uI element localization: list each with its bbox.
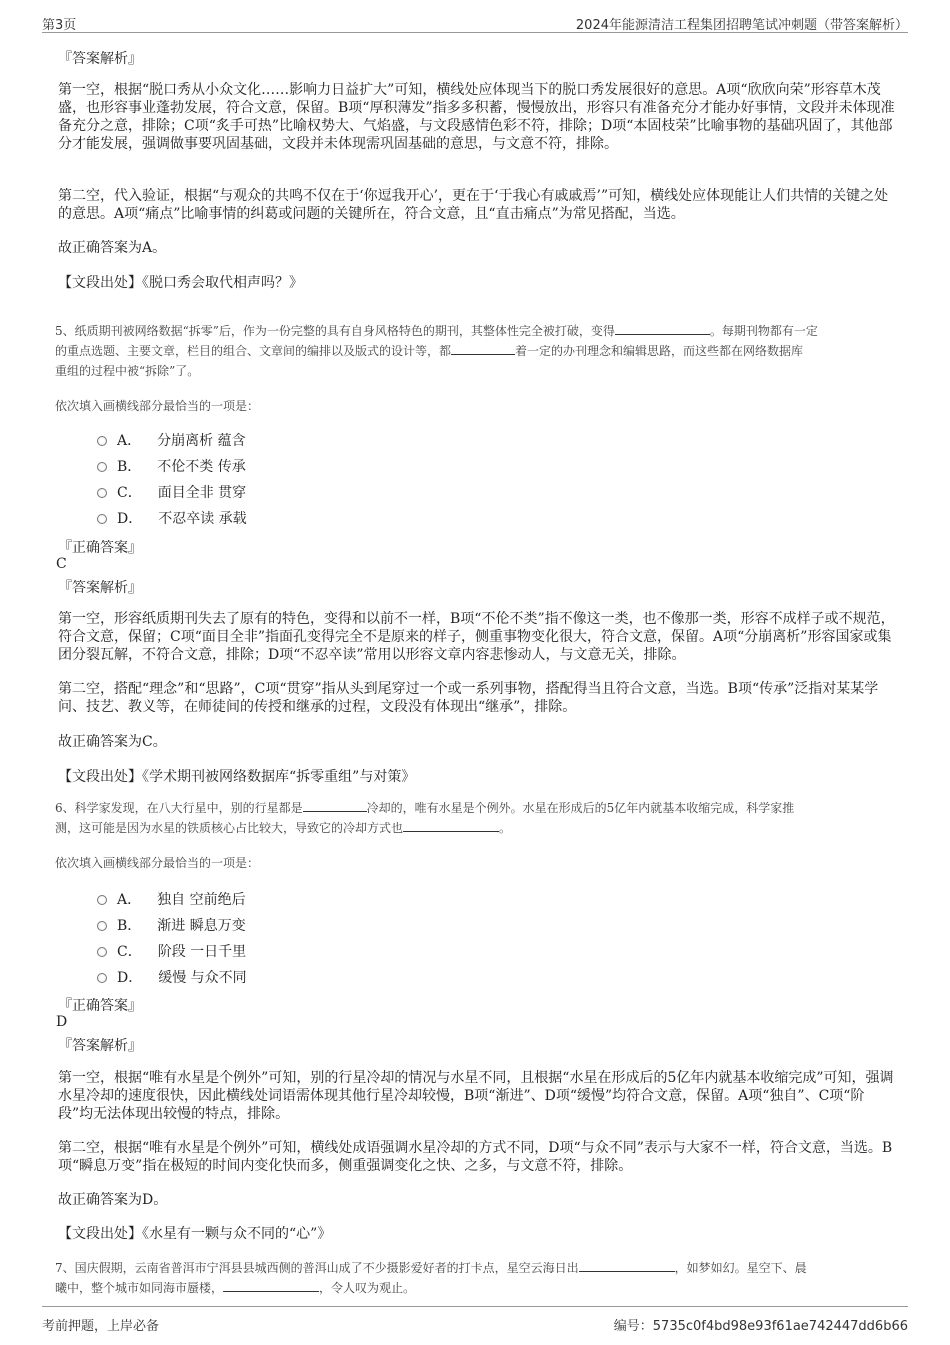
q6-option-a[interactable] [97,889,246,909]
option-letter: D． [117,970,143,986]
radio-icon[interactable] [97,921,107,931]
q5-blank-1 [615,321,710,335]
q7-blank-1 [579,1258,675,1272]
option-text: 独自 空前绝后 [157,892,246,908]
q6-conclusion: 故正确答案为D。 [58,1192,168,1208]
radio-icon[interactable] [97,514,107,524]
q5-conclusion: 故正确答案为C。 [58,734,167,750]
q4-analysis-para2: 第二空，代入验证，根据“与观众的共鸣不仅在于‘你逗我开心’，更在于‘于我心有戚戚焉’”可知，横线处应体现能让人们共情的关键之处的意思。A项“痛点”比喻事情的纠葛或问题的关键所在，符合文意，且“直击痛点”为常见搭配，当选。 [58,188,889,222]
q6-option-c[interactable] [97,941,246,961]
option-text: 渐进 瞬息万变 [157,918,246,934]
q5-analysis-para1: 第一空，形容纸质期刊失去了原有的特色，变得和以前不一样，B项“不伦不类”指不像这一类，也不像那一类，形容不成样子或不规范，符合文意，保留；C项“面目全非”指面孔变得完全不是原来的样子，侧重事物变化很大，符合文意，保留。A项“分崩离析”形容国家或集团分裂瓦解，不符合文意，排除；D项“不忍卒读”常用以形容文章内容悲惨动人，与文意无关，排除。 [58,611,895,663]
q6-text-1: 6、科学家发现，在八大行星中，别的行星都是 [55,801,303,815]
q5-text-2: 。每期刊物都有一定 [709,324,818,338]
document-id: 编号：5735c0f4bd98e93f61ae742447dd6b66 [613,1319,908,1334]
option-text: 不伦不类 传承 [157,459,246,475]
radio-icon[interactable] [97,973,107,983]
q6-analysis-label: 『答案解析』 [58,1038,142,1054]
option-letter: D． [117,511,143,527]
radio-icon[interactable] [97,488,107,498]
page-number: 第3页 [42,18,77,33]
q7-text-1: 7、国庆假期，云南省普洱市宁洱县县城西侧的普洱山成了不少摄影爱好者的打卡点，星空云海日出 [55,1261,579,1275]
option-text: 不忍卒读 承载 [158,511,247,527]
q5-option-d[interactable] [97,508,247,528]
q5-analysis-label: 『答案解析』 [58,580,142,596]
option-letter: C． [117,485,142,501]
option-letter: B． [117,918,142,934]
q6-text-3: 测，这可能是因为水星的铁质核心占比较大，导致它的冷却方式也 [55,821,404,835]
radio-icon[interactable] [97,462,107,472]
q5-analysis-para2: 第二空，搭配“理念”和“思路”，C项“贯穿”指从头到尾穿过一个或一系列事物，搭配得当且符合文意，当选。B项“传承”泛指对某某学问、技艺、教义等，在师徒间的传授和继承的过程，文段没有体现出“继承”，排除。 [58,681,879,715]
q5-source: 【文段出处】《学术期刊被网络数据库“拆零重组”与对策》 [58,769,416,785]
q4-conclusion: 故正确答案为A。 [58,240,167,256]
q5-text-1: 5、纸质期刊被网络数据“拆零”后，作为一份完整的具有自身风格特色的期刊，其整体性完全被打破，变得 [55,324,615,338]
q5-text-4: 着一定的办刊理念和编辑思路，而这些都在网络数据库 [515,344,804,358]
q7-text-4: ，令人叹为观止。 [319,1281,416,1295]
q5-text-5: 重组的过程中被“拆除”了。 [55,364,200,378]
option-letter: A． [117,892,142,908]
q7-blank-2 [223,1278,319,1292]
q7-text-3: 曦中，整个城市如同海市蜃楼， [55,1281,224,1295]
q5-blank-2 [451,341,515,355]
option-text: 面目全非 贯穿 [157,485,247,501]
option-letter: B． [117,459,142,475]
q5-question [55,321,905,381]
radio-icon[interactable] [97,436,107,446]
q5-option-b[interactable] [97,456,246,476]
page-footer [42,1306,908,1333]
q6-text-4: 。 [499,821,512,835]
q6-question [55,798,905,838]
q4-analysis-label: 『答案解析』 [58,51,142,67]
q5-option-a[interactable] [97,430,246,450]
option-text: 缓慢 与众不同 [158,970,247,986]
option-text: 分崩离析 蕴含 [157,433,246,449]
radio-icon[interactable] [97,895,107,905]
q5-correct-answer: C [56,556,67,572]
q4-analysis-para1: 第一空，根据“脱口秀从小众文化……影响力日益扩大”可知，横线处应体现当下的脱口秀发展很好的意思。A项“欣欣向荣”形容草木茂盛，也形容事业蓬勃发展，符合文意，保留。B项“厚积薄发”指多多积蓄，慢慢放出，形容只有准备充分才能办好事情，文段并未体现准备充分之意，排除；C项“炙手可热”比喻权势大、气焰盛，与文段感情色彩不符，排除；D项“本固枝荣”比喻事物的基础巩固了，其他部分才能发展，强调做事要巩固基础，文段并未体现需巩固基础的意思，与文意不符，排除。 [58,82,895,152]
q5-correct-label: 『正确答案』 [58,540,142,556]
radio-icon[interactable] [97,947,107,957]
q4-source: 【文段出处】《脱口秀会取代相声吗？》 [58,275,303,291]
option-letter: A． [117,433,142,449]
q6-analysis-para1: 第一空，根据“唯有水星是个例外”可知，别的行星冷却的情况与水星不同，且根据“水星在形成后的5亿年内就基本收缩完成”可知，强调水星冷却的速度很快，因此横线处词语需体现其他行星冷却较慢，B项“渐进”、D项“缓慢”均符合文意，保留。A项“独自”、C项“阶段”均无法体现出较慢的特点，排除。 [58,1070,894,1122]
option-letter: C． [117,944,142,960]
q7-text-2: ，如梦如幻。星空下、晨 [674,1261,807,1275]
q5-text-3: 的重点选题、主要文章，栏目的组合、文章间的编排以及版式的设计等，都 [55,344,452,358]
q6-prompt: 依次填入画横线部分最恰当的一项是： [55,856,260,870]
option-text: 阶段 一日千里 [157,944,247,960]
q5-prompt: 依次填入画横线部分最恰当的一项是： [55,399,260,413]
q7-question [55,1258,905,1298]
document-title: 2024年能源清洁工程集团招聘笔试冲刺题（带答案解析） [575,18,908,33]
q6-option-d[interactable] [97,967,247,987]
q5-option-c[interactable] [97,482,246,502]
page-header [42,12,908,33]
q6-analysis-para2: 第二空，根据“唯有水星是个例外”可知，横线处成语强调水星冷却的方式不同，D项“与众不同”表示与大家不一样，符合文意，当选。B项“瞬息万变”指在极短的时间内变化快而多，侧重强调变化之快、之多，与文意不符，排除。 [58,1140,893,1174]
q6-correct-label: 『正确答案』 [58,998,142,1014]
q6-blank-1 [303,798,367,812]
q6-correct-answer: D [56,1014,68,1030]
q6-blank-2 [403,818,499,832]
q6-option-b[interactable] [97,915,246,935]
q6-source: 【文段出处】《水星有一颗与众不同的“心”》 [58,1226,332,1242]
footer-slogan: 考前押题，上岸必备 [42,1319,160,1334]
q6-text-2: 冷却的，唯有水星是个例外。水星在形成后的5亿年内就基本收缩完成，科学家推 [366,801,795,815]
